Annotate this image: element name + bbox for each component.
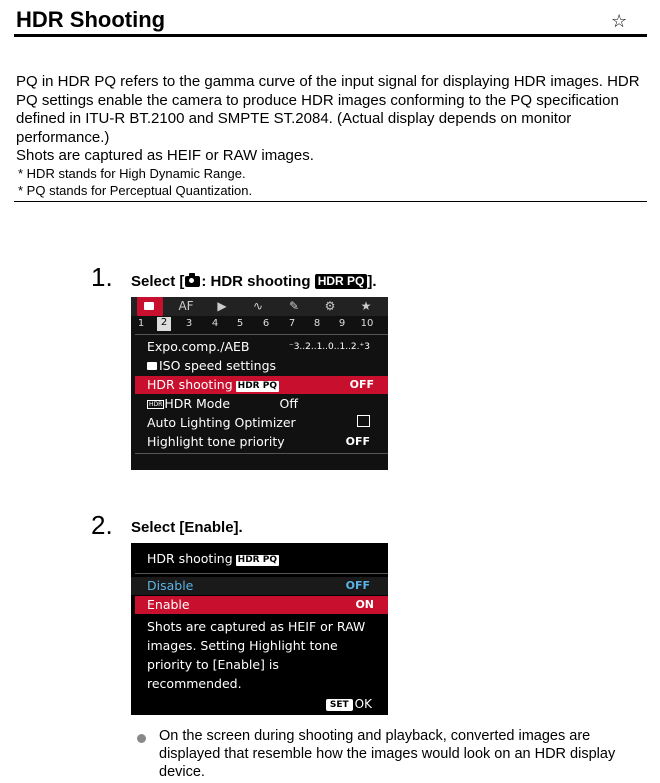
- option-value: OFF: [345, 579, 370, 592]
- option-disable[interactable]: [131, 577, 388, 595]
- camera-icon: [185, 276, 200, 287]
- expo-scale: ⁻3..2..1..0..1..2.⁺3: [288, 342, 370, 352]
- menu-item-label: Highlight tone priority: [147, 434, 285, 449]
- menu-item-label: Expo.comp./AEB: [147, 339, 250, 354]
- intro-line2: Shots are captured as HEIF or RAW images.: [16, 147, 314, 164]
- tab-shooting[interactable]: [137, 297, 163, 316]
- menu-item-hdr-shooting[interactable]: [135, 376, 388, 394]
- intro-text: [16, 73, 646, 166]
- tab-playback[interactable]: ▶: [217, 299, 227, 313]
- menu-item-label: Auto Lighting Optimizer: [147, 415, 296, 430]
- bullet-dot-icon: [137, 734, 146, 743]
- title-rule: [14, 34, 647, 37]
- camera-tab-icon: [144, 302, 154, 310]
- menu-item-highlight-tone[interactable]: [131, 433, 388, 451]
- hdr-pq-mini-badge: HDR PQ: [237, 555, 277, 565]
- intro-rule: [14, 201, 647, 202]
- menu-item-value: OFF: [345, 435, 370, 448]
- step-2-number: 2.: [91, 510, 113, 540]
- menu-item-label-wrap: [147, 376, 279, 394]
- subtab-3[interactable]: 3: [185, 318, 193, 329]
- option-value: ON: [355, 598, 374, 611]
- menu-divider: [135, 334, 388, 335]
- step-1-suffix: ].: [367, 273, 377, 290]
- subtab-4[interactable]: 4: [211, 318, 219, 329]
- menu-bottom-divider: [135, 453, 388, 454]
- subtab-7[interactable]: 7: [288, 318, 296, 329]
- tab-setup[interactable]: ✎: [288, 299, 300, 313]
- hdr-pq-mini-badge: HDR PQ: [237, 381, 277, 391]
- hdr-pq-badge: HDR PQ: [315, 274, 368, 289]
- subtab-5[interactable]: 5: [236, 318, 244, 329]
- star-icon: ☆: [611, 11, 628, 32]
- menu-item-label: HDR shooting: [147, 377, 233, 392]
- step-1-number: 1.: [91, 262, 113, 292]
- step-2-instruction: Select [Enable].: [131, 519, 243, 536]
- menu-tab-bar: [131, 297, 388, 316]
- step-1-prefix: Select [: [131, 273, 185, 290]
- hdr-shooting-screen: [131, 543, 388, 715]
- set-badge: SET: [326, 699, 353, 711]
- menu-item-auto-lighting[interactable]: [131, 414, 388, 432]
- note-hdr: * HDR stands for High Dynamic Range.: [18, 166, 246, 181]
- intro-paragraph: PQ in HDR PQ refers to the gamma curve of the input signal for displaying HDR images. HDR PQ settings enable the camera to produce HDR images conforming to the PQ specification defined in ITU-R BT.2100 and SMPTE ST.2084. (Actual display depends on monitor performance.): [16, 73, 640, 146]
- ok-label: OK: [354, 697, 372, 711]
- menu-item-expo-comp[interactable]: [131, 338, 388, 356]
- subtab-1[interactable]: 1: [137, 318, 145, 329]
- footnotes: [18, 165, 252, 199]
- bullet-note: On the screen during shooting and playback, converted images are displayed that resemble how the images would look on an HDR display device.: [159, 728, 616, 780]
- menu-subtab-bar: [131, 316, 388, 332]
- menu-item-hdr-mode[interactable]: [131, 395, 388, 413]
- menu-item-label-wrap: [147, 357, 276, 375]
- tab-custom[interactable]: ⚙: [324, 299, 336, 313]
- menu-item-iso-settings[interactable]: [131, 357, 388, 375]
- screen-title: [147, 551, 279, 566]
- menu-item-value: OFF: [349, 378, 374, 391]
- subtab-6[interactable]: 6: [262, 318, 270, 329]
- subtab-8[interactable]: 8: [313, 318, 321, 329]
- step-1-instruction: [131, 273, 377, 290]
- menu-item-label-wrap: [147, 395, 230, 413]
- camera-menu-screen: [131, 297, 388, 470]
- subtab-2[interactable]: 2: [157, 317, 171, 331]
- note-pq: * PQ stands for Perceptual Quantization.: [18, 183, 253, 198]
- option-label: Disable: [147, 578, 194, 593]
- subtab-9[interactable]: 9: [338, 318, 346, 329]
- alo-icon: [357, 414, 370, 432]
- tab-af[interactable]: AF: [178, 299, 194, 313]
- menu-item-label: HDR Mode: [164, 396, 231, 411]
- camera-small-icon: [147, 362, 157, 370]
- subtab-10[interactable]: 10: [360, 318, 374, 329]
- step-1-mid: : HDR shooting: [201, 273, 315, 290]
- menu-item-value: Off: [279, 396, 298, 411]
- set-ok-button[interactable]: [326, 697, 372, 711]
- title-divider: [135, 573, 388, 574]
- option-enable[interactable]: [135, 596, 388, 614]
- page-title: HDR Shooting: [16, 7, 166, 32]
- tab-mymenu[interactable]: ★: [360, 299, 372, 313]
- tab-wireless[interactable]: ∿: [252, 299, 264, 313]
- menu-item-label: ISO speed settings: [159, 358, 277, 373]
- screen-title-text: HDR shooting: [147, 551, 233, 566]
- hdr-mode-icon: HDR: [149, 401, 163, 408]
- option-description: Shots are captured as HEIF or RAW images. Setting Highlight tone priority to [Enable] is recommended.: [147, 619, 366, 691]
- option-label: Enable: [147, 597, 190, 612]
